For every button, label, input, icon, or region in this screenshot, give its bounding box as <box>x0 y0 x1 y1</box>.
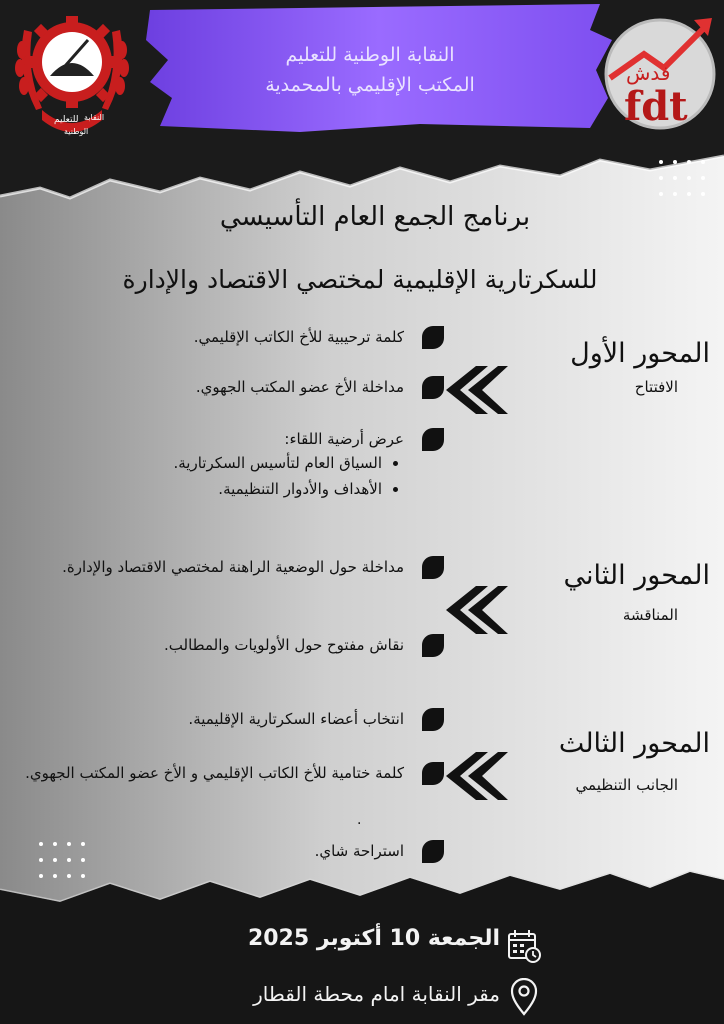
fdt-logo <box>598 8 722 132</box>
header-line-2: المكتب الإقليمي بالمحمدية <box>265 74 475 96</box>
logo-right-latin: fdt <box>624 83 688 130</box>
double-chevron-left-icon <box>440 750 512 802</box>
leaf-bullet-icon <box>420 555 446 581</box>
leaf-bullet-icon <box>420 707 446 733</box>
leaf-bullet-icon <box>420 839 446 865</box>
program-subtitle: للسكرتارية الإقليمية لمختصي الاقتصاد والإدارة <box>122 265 598 294</box>
leaf-bullet-icon <box>420 325 446 351</box>
program-title: برنامج الجمع العام التأسيسي <box>219 202 531 232</box>
axis-3-item-3-text: استراحة شاي. <box>314 842 404 860</box>
header-line-1: النقابة الوطنية للتعليم <box>285 44 455 66</box>
axis-3-item-2 <box>24 762 404 784</box>
axis-2-item-1 <box>24 556 404 578</box>
leaf-bullet-icon <box>420 633 446 659</box>
axis-1-sublist <box>24 450 404 502</box>
axis-3-item-1-text: انتخاب أعضاء السكرتارية الإقليمية. <box>188 710 404 728</box>
axis-2-subtitle: المناقشة <box>622 606 678 624</box>
union-logo <box>6 10 138 140</box>
axis-3-item-2-text: كلمة ختامية للأخ الكاتب الإقليمي و الأخ عضو المكتب الجهوي. <box>25 764 404 782</box>
double-chevron-left-icon <box>440 364 512 416</box>
axis-3-subtitle: الجانب التنظيمي <box>575 776 678 794</box>
event-location: مقر النقابة امام محطة القطار <box>253 982 500 1006</box>
axis-1-item-3 <box>24 428 404 502</box>
axis-2-title: المحور الثاني <box>563 560 710 591</box>
axis-1-title: المحور الأول <box>570 338 710 369</box>
axis-1-subitem-1: • السياق العام لتأسيس السكرتارية. <box>24 450 382 476</box>
logo-left-text-2: الوطنية <box>64 127 89 136</box>
axis-1-item-1 <box>24 326 404 348</box>
axis-1-item-2-text: مداخلة الأخ عضو المكتب الجهوي. <box>195 378 404 396</box>
axis-3-item-1 <box>24 708 404 730</box>
event-date: الجمعة 10 أكتوبر 2025 <box>247 926 500 951</box>
axis-1-item-2 <box>24 376 404 398</box>
dot-grid-top <box>656 156 718 206</box>
leaf-bullet-icon <box>420 761 446 787</box>
logo-left-text-3: للتعليم <box>54 115 79 125</box>
axis-3-title: المحور الثالث <box>558 728 710 759</box>
axis-3-item-3 <box>24 840 404 862</box>
double-chevron-left-icon <box>440 584 512 636</box>
location-pin-icon <box>508 978 540 1016</box>
logo-right-arabic: فدش <box>626 61 671 85</box>
logo-left-text-1: النقابة <box>84 113 105 122</box>
header-title <box>165 40 575 100</box>
axis-2-item-2 <box>24 634 404 656</box>
axis-3-stray-dot: . <box>357 812 362 828</box>
axis-1-item-3-text: عرض أرضية اللقاء: <box>284 430 404 448</box>
axis-1-subtitle: الافتتاح <box>634 378 678 396</box>
axis-2-item-1-text: مداخلة حول الوضعية الراهنة لمختصي الاقتصاد والإدارة. <box>62 558 404 576</box>
axis-2-item-2-text: نقاش مفتوح حول الأولويات والمطالب. <box>164 636 404 654</box>
leaf-bullet-icon <box>420 427 446 453</box>
calendar-icon <box>506 928 542 964</box>
leaf-bullet-icon <box>420 375 446 401</box>
axis-1-item-1-text: كلمة ترحيبية للأخ الكاتب الإقليمي. <box>193 328 404 346</box>
axis-1-subitem-2: • الأهداف والأدوار التنظيمية. <box>24 476 382 502</box>
